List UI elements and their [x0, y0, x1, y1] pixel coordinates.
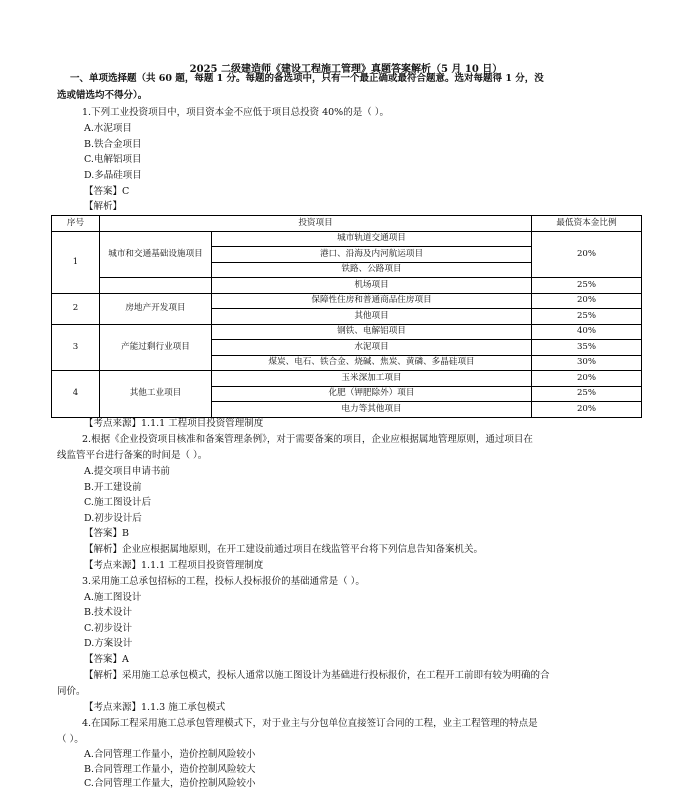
q3-option-c: C.初步设计 [84, 623, 132, 634]
q1-option-d: D.多晶硅项目 [84, 170, 142, 181]
q4-option-b: B.合同管理工作量小，造价控制风险较大 [84, 764, 256, 775]
item-ratio: 20% [532, 402, 642, 418]
table-row [52, 231, 642, 247]
q4-option-c: C.合同管理工作量大，造价控制风险较小 [84, 778, 256, 789]
q2-analysis: 【解析】企业应根据属地原则，在开工建设前通过项目在线监管平台将下列信息告知备案机关。 [84, 544, 484, 555]
section-heading-line2: 选或错选均不得分）。 [57, 90, 148, 101]
item-ratio: 20% [532, 293, 642, 309]
group-no: 3 [52, 324, 100, 371]
item-name: 机场项目 [212, 278, 532, 294]
q1-analysis-label: 【解析】 [84, 201, 123, 212]
table-row [52, 371, 642, 387]
q3-analysis-line2: 同价。 [57, 686, 86, 697]
item-name: 港口、沿海及内河航运项目 [212, 247, 532, 263]
table-row [52, 324, 642, 340]
item-ratio: 25% [532, 386, 642, 402]
q2-stem-line1: 2.根据《企业投资项目核准和备案管理条例》，对于需要备案的项目，企业应根据属地管理原则，通过项目在 [82, 434, 533, 445]
q1-answer: 【答案】C [84, 186, 130, 197]
q2-stem-line2: 线监管平台进行备案的时间是（ ）。 [57, 450, 208, 461]
q3-stem: 3.采用施工总承包招标的工程，投标人投标报价的基础通常是（ ）。 [82, 576, 365, 587]
item-ratio: 35% [532, 340, 642, 356]
group-category: 房地产开发项目 [100, 293, 212, 324]
item-name: 钢铁、电解铝项目 [212, 324, 532, 340]
q3-source: 【考点来源】1.1.3 施工承包模式 [84, 702, 226, 713]
q2-answer: 【答案】B [84, 528, 129, 539]
group-no: 1 [52, 231, 100, 293]
group-no: 2 [52, 293, 100, 324]
table-row [52, 293, 642, 309]
header-project: 投资项目 [100, 216, 532, 232]
q1-stem: 1.下列工业投资项目中，项目资本金不应低于项目总投资 40%的是（ ）。 [82, 107, 389, 118]
q3-answer: 【答案】A [84, 654, 129, 665]
header-no: 序号 [52, 216, 100, 232]
q3-analysis-line1: 【解析】采用施工总承包模式，投标人通常以施工图设计为基础进行投标报价，在工程开工前即有较为明确的合 [84, 670, 550, 681]
item-ratio: 20% [532, 371, 642, 387]
item-name: 化肥（钾肥除外）项目 [212, 386, 532, 402]
q1-source: 【考点来源】1.1.1 工程项目投资管理制度 [84, 418, 264, 429]
q1-option-c: C.电解铝项目 [84, 154, 142, 165]
q4-stem-line1: 4.在国际工程采用施工总承包管理模式下，对于业主与分包单位直接签订合同的工程，业主工程管理的特点是 [82, 718, 538, 729]
section-heading-line1: 一、单项选择题（共 60 题，每题 1 分。每题的备选项中，只有一个最正确或最符合题意。选对每题得 1 分，没 [70, 73, 544, 84]
table-header-row [52, 216, 642, 232]
q4-option-a: A.合同管理工作量小，造价控制风险较小 [84, 749, 256, 760]
item-ratio: 40% [532, 324, 642, 340]
item-ratio: 30% [532, 355, 642, 371]
q2-option-d: D.初步设计后 [84, 513, 142, 524]
table-row [52, 278, 642, 294]
group-no: 4 [52, 371, 100, 418]
item-name: 铁路、公路项目 [212, 262, 532, 278]
investment-capital-table [51, 215, 642, 418]
item-name: 其他项目 [212, 309, 532, 325]
item-ratio: 25% [532, 278, 642, 294]
item-name: 水泥项目 [212, 340, 532, 356]
q4-stem-line2: （ ）。 [57, 734, 84, 745]
item-name: 保障性住房和普通商品住房项目 [212, 293, 532, 309]
category-continuation [100, 278, 212, 294]
q3-option-d: D.方案设计 [84, 638, 133, 649]
q2-option-a: A.提交项目申请书前 [84, 466, 170, 477]
q1-option-b: B.铁合金项目 [84, 139, 142, 150]
q2-source: 【考点来源】1.1.1 工程项目投资管理制度 [84, 560, 264, 571]
group-category: 城市和交通基础设施项目 [100, 231, 212, 278]
q3-option-a: A.施工图设计 [84, 592, 142, 603]
item-name: 煤炭、电石、铁合金、烧碱、焦炭、黄磷、多晶硅项目 [212, 355, 532, 371]
item-name: 电力等其他项目 [212, 402, 532, 418]
q1-option-a: A.水泥项目 [84, 123, 132, 134]
q3-option-b: B.技术设计 [84, 607, 133, 618]
document-title: 2025 二级建造师《建设工程施工管理》真题答案解析（5 月 10 日） [189, 64, 503, 75]
group-category: 产能过剩行业项目 [100, 324, 212, 371]
group-category: 其他工业项目 [100, 371, 212, 418]
q2-option-b: B.开工建设前 [84, 482, 142, 493]
item-name: 玉米深加工项目 [212, 371, 532, 387]
q2-option-c: C.施工图设计后 [84, 497, 151, 508]
header-ratio: 最低资本金比例 [532, 216, 642, 232]
item-ratio: 20% [532, 231, 642, 278]
item-name: 城市轨道交通项目 [212, 231, 532, 247]
item-ratio: 25% [532, 309, 642, 325]
